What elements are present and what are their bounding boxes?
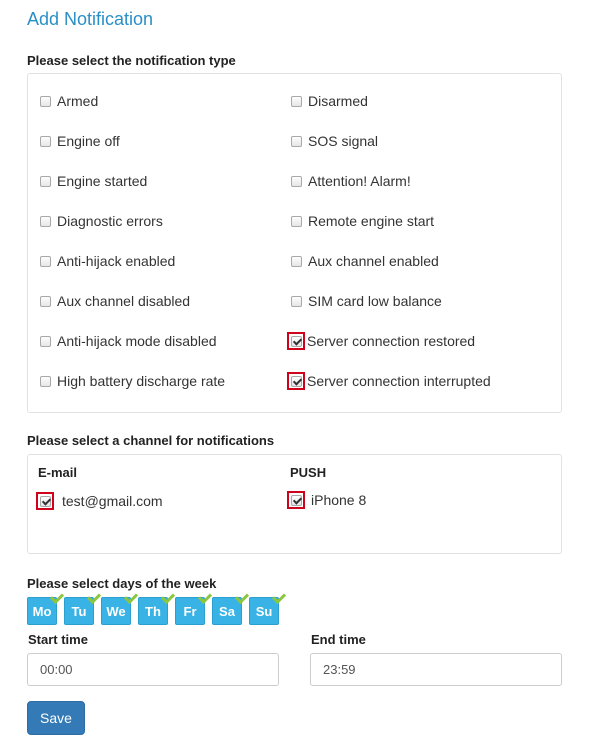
notification-type-option[interactable] <box>36 291 190 311</box>
notification-type-label: Anti-hijack mode disabled <box>57 333 217 349</box>
notification-type-label: Remote engine start <box>308 213 435 229</box>
day-toggle-tu[interactable] <box>64 597 94 625</box>
notification-type-option[interactable] <box>287 211 434 231</box>
notification-checkbox-wrap[interactable] <box>36 172 54 190</box>
day-label: Su <box>255 603 273 619</box>
end-time-label: End time <box>311 632 366 647</box>
day-toggle-fr[interactable] <box>175 597 205 625</box>
notification-type-label: Engine started <box>57 173 148 189</box>
notification-type-panel <box>27 73 562 413</box>
notification-type-label: SOS signal <box>308 133 379 149</box>
notification-type-label: Server connection interrupted <box>307 373 491 389</box>
notification-type-label: Aux channel disabled <box>57 293 191 309</box>
notification-type-option[interactable] <box>36 251 175 271</box>
notification-checkbox[interactable] <box>40 256 51 267</box>
notification-checkbox[interactable] <box>291 336 302 347</box>
checkmark-icon <box>198 590 212 604</box>
notification-checkbox-wrap[interactable] <box>287 172 305 190</box>
notification-type-label: Anti-hijack enabled <box>57 253 176 269</box>
email-address: test@gmail.com <box>62 493 163 509</box>
push-channel-option[interactable] <box>287 490 366 510</box>
notification-checkbox[interactable] <box>291 216 302 227</box>
checkmark-icon <box>235 590 249 604</box>
notification-type-option[interactable] <box>36 131 120 151</box>
email-channel-option[interactable] <box>36 491 163 511</box>
checkmark-icon <box>272 590 286 604</box>
notification-checkbox-wrap[interactable] <box>36 92 54 110</box>
day-label: Fr <box>183 603 197 619</box>
save-button[interactable]: Save <box>27 701 85 735</box>
notification-checkbox-wrap[interactable] <box>287 372 305 390</box>
day-toggle-th[interactable] <box>138 597 168 625</box>
notification-type-option[interactable] <box>36 371 225 391</box>
day-label: Sa <box>219 603 235 619</box>
notification-checkbox-wrap[interactable] <box>36 252 54 270</box>
push-checkbox-wrap[interactable] <box>287 491 305 509</box>
channel-label: Please select a channel for notifications <box>27 433 275 448</box>
notification-type-option[interactable] <box>36 91 98 111</box>
push-heading: PUSH <box>290 465 327 480</box>
notification-type-label: Armed <box>57 93 99 109</box>
notification-checkbox-wrap[interactable] <box>36 332 54 350</box>
email-checkbox-wrap[interactable] <box>36 492 54 510</box>
notification-type-label: Diagnostic errors <box>57 213 163 229</box>
notification-checkbox[interactable] <box>291 376 302 387</box>
day-label: We <box>106 603 126 619</box>
notification-type-option[interactable] <box>287 131 378 151</box>
notification-checkbox-wrap[interactable] <box>287 92 305 110</box>
notification-checkbox-wrap[interactable] <box>287 132 305 150</box>
day-toggle-su[interactable] <box>249 597 279 625</box>
push-checkbox[interactable] <box>291 495 302 506</box>
notification-type-option[interactable] <box>287 291 442 311</box>
notification-type-label: Attention! Alarm! <box>308 173 411 189</box>
day-toggle-mo[interactable] <box>27 597 57 625</box>
notification-type-label: Aux channel enabled <box>308 253 439 269</box>
page-title: Add Notification <box>27 9 154 29</box>
notification-checkbox[interactable] <box>40 296 51 307</box>
start-time-label: Start time <box>28 632 88 647</box>
notification-checkbox[interactable] <box>40 136 51 147</box>
notification-type-option[interactable] <box>36 171 147 191</box>
notification-checkbox-wrap[interactable] <box>287 212 305 230</box>
notification-checkbox-wrap[interactable] <box>287 292 305 310</box>
checkmark-icon <box>161 590 175 604</box>
notification-type-option[interactable] <box>287 251 439 271</box>
email-heading: E-mail <box>38 465 78 480</box>
notification-type-label: Server connection restored <box>307 333 476 349</box>
notification-type-option[interactable] <box>36 331 217 351</box>
checkmark-icon <box>87 590 101 604</box>
notification-type-label: Please select the notification type <box>27 53 236 68</box>
notification-checkbox-wrap[interactable] <box>36 372 54 390</box>
notification-checkbox[interactable] <box>291 296 302 307</box>
notification-checkbox[interactable] <box>40 216 51 227</box>
notification-checkbox[interactable] <box>291 256 302 267</box>
checkmark-icon <box>50 590 64 604</box>
notification-checkbox[interactable] <box>40 336 51 347</box>
days-label: Please select days of the week <box>27 576 217 591</box>
notification-type-option[interactable] <box>36 211 163 231</box>
notification-checkbox[interactable] <box>291 96 302 107</box>
day-toggle-sa[interactable] <box>212 597 242 625</box>
notification-checkbox[interactable] <box>291 176 302 187</box>
notification-type-label: Disarmed <box>308 93 368 109</box>
notification-checkbox-wrap[interactable] <box>36 292 54 310</box>
notification-checkbox-wrap[interactable] <box>287 332 305 350</box>
notification-type-label: Engine off <box>57 133 120 149</box>
end-time-input[interactable]: 23:59 <box>310 653 562 686</box>
notification-type-label: SIM card low balance <box>308 293 442 309</box>
start-time-input[interactable]: 00:00 <box>27 653 279 686</box>
notification-type-label: High battery discharge rate <box>57 373 226 389</box>
notification-type-option[interactable] <box>287 331 475 351</box>
email-checkbox[interactable] <box>40 496 51 507</box>
notification-type-option[interactable] <box>287 91 368 111</box>
day-toggle-we[interactable] <box>101 597 131 625</box>
notification-type-option[interactable] <box>287 371 491 391</box>
notification-checkbox[interactable] <box>40 376 51 387</box>
day-label: Th <box>145 603 161 619</box>
day-label: Tu <box>71 603 87 619</box>
push-device: iPhone 8 <box>311 492 367 508</box>
notification-checkbox-wrap[interactable] <box>287 252 305 270</box>
checkmark-icon <box>124 590 138 604</box>
notification-type-option[interactable] <box>287 171 411 191</box>
notification-checkbox-wrap[interactable] <box>36 132 54 150</box>
day-label: Mo <box>32 603 52 619</box>
notification-checkbox-wrap[interactable] <box>36 212 54 230</box>
notification-checkbox[interactable] <box>40 96 51 107</box>
notification-checkbox[interactable] <box>40 176 51 187</box>
notification-checkbox[interactable] <box>291 136 302 147</box>
